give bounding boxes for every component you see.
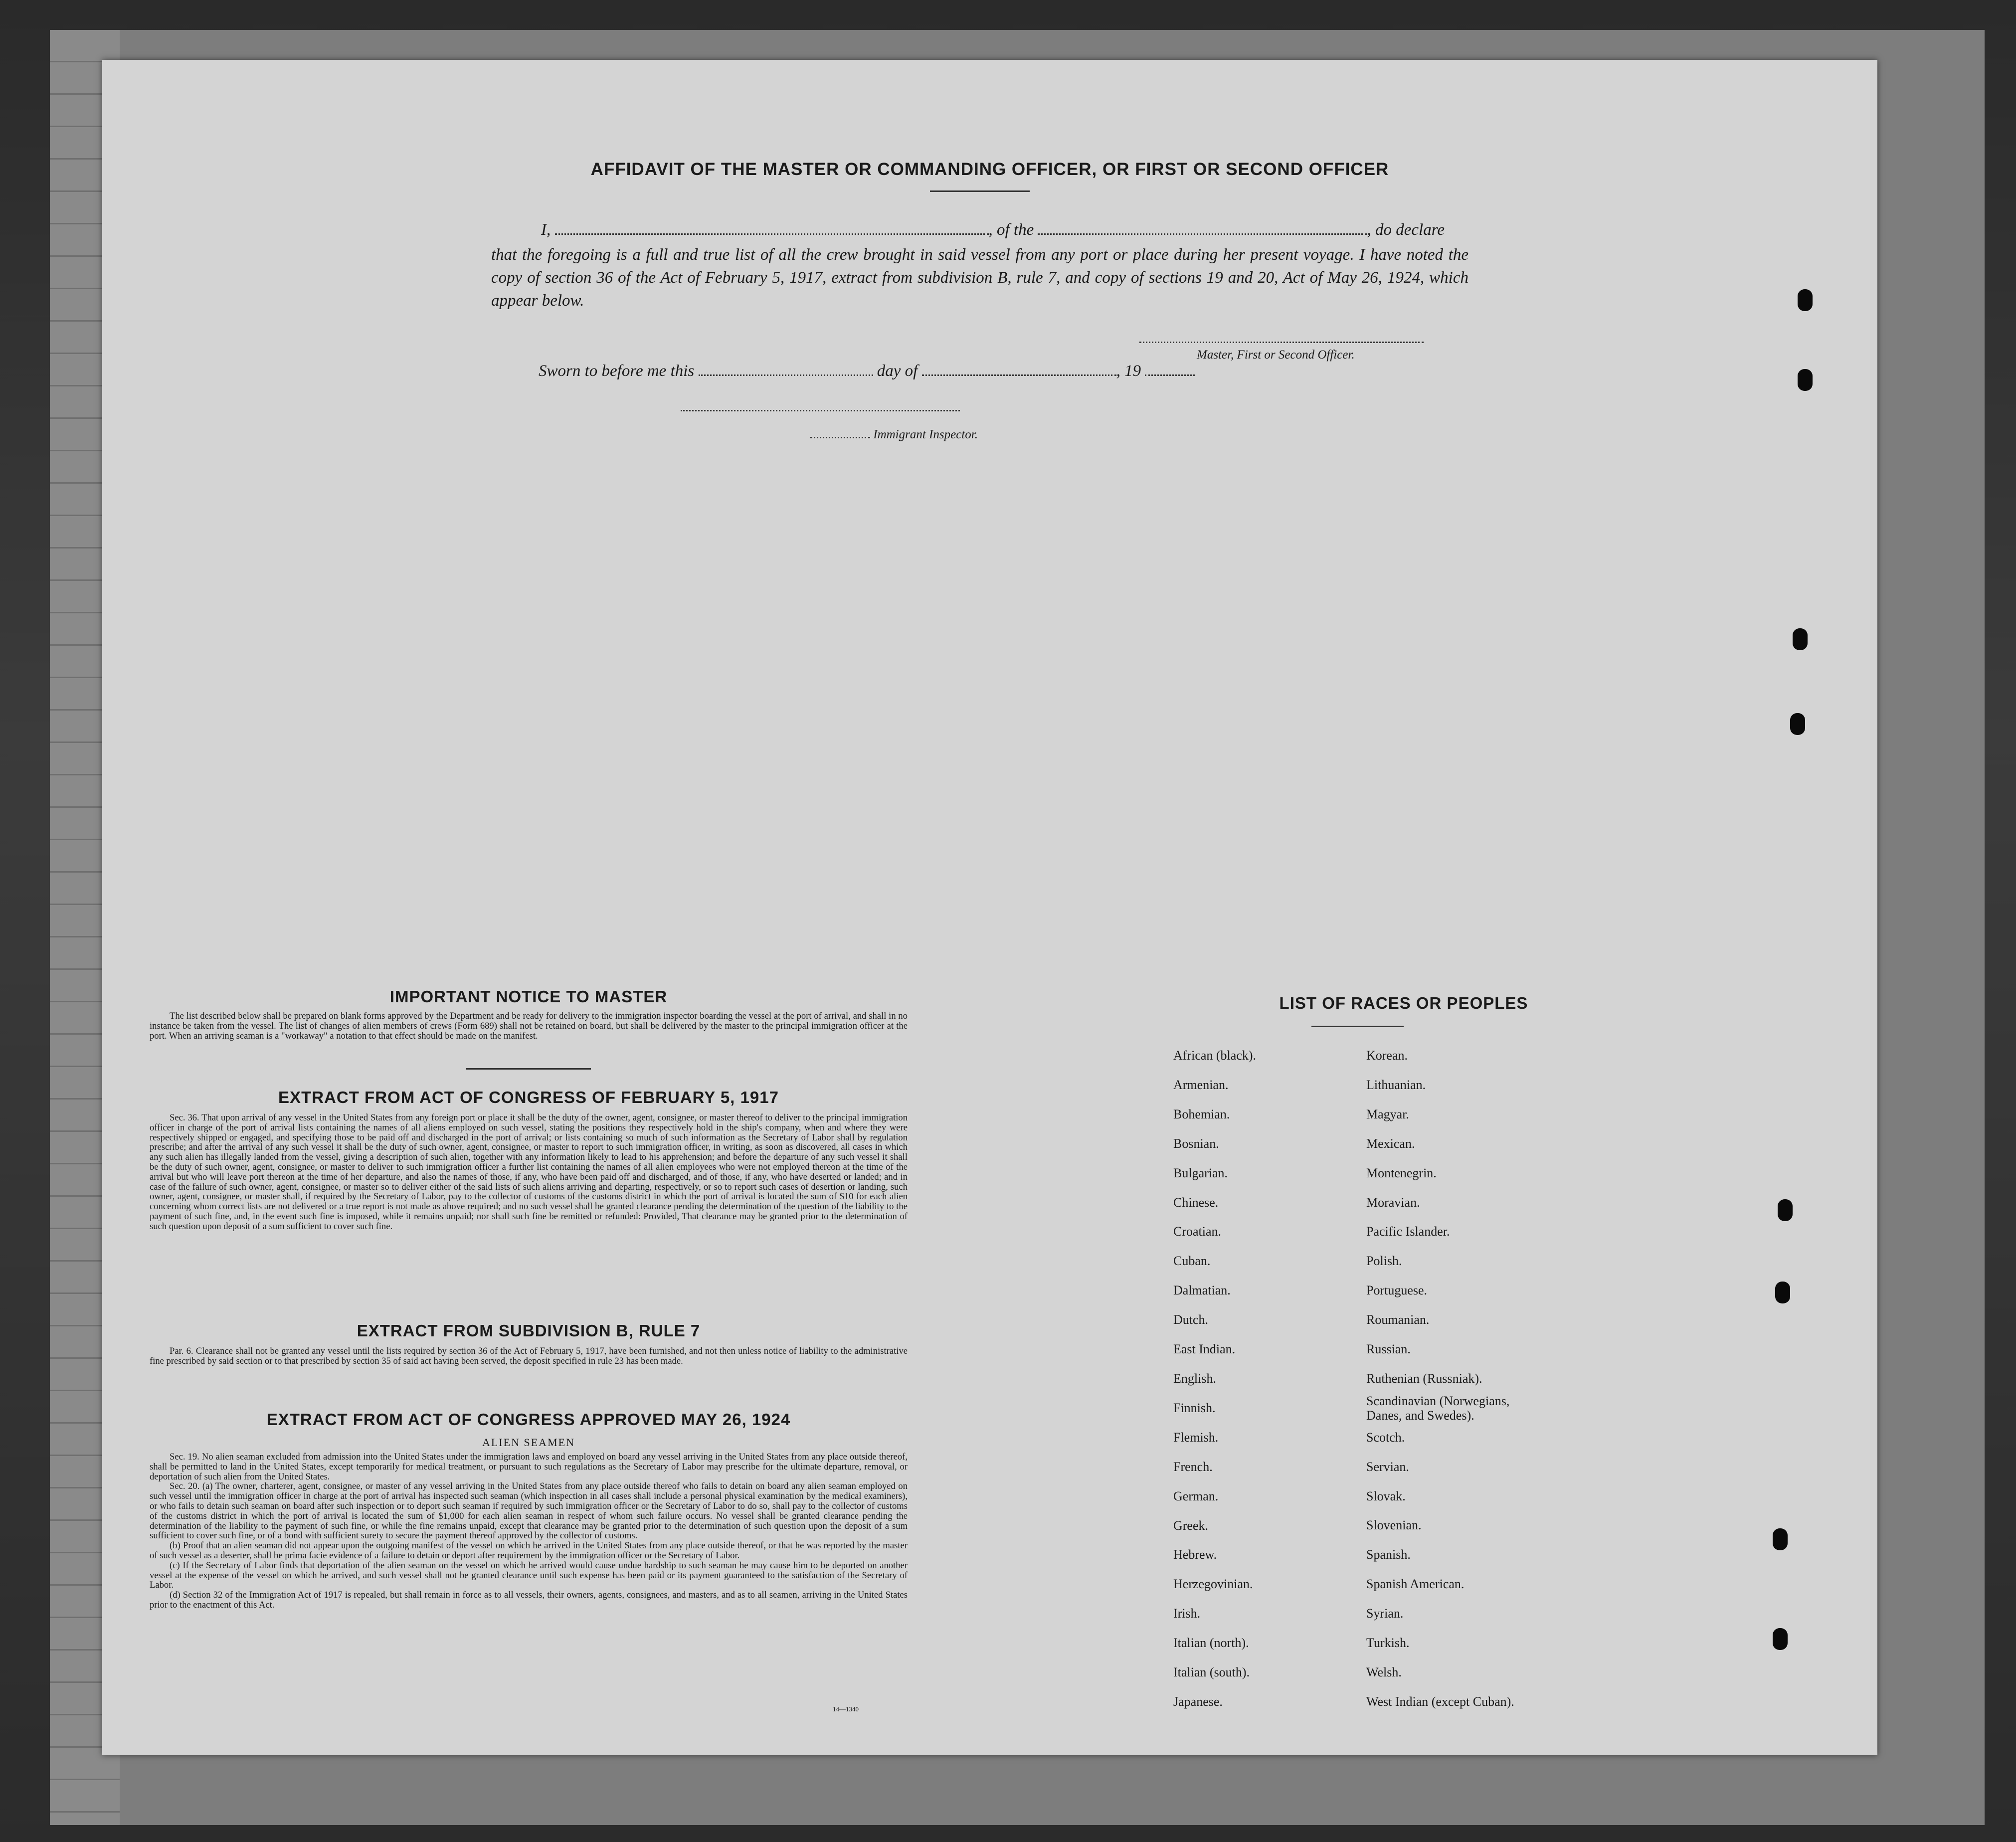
extract-rule7-title: EXTRACT FROM SUBDIVISION B, RULE 7: [357, 1321, 701, 1340]
race-item: Syrian.: [1366, 1606, 1404, 1621]
vessel-blank[interactable]: [1038, 220, 1367, 235]
extract-1924-subtitle: ALIEN SEAMEN: [482, 1436, 575, 1449]
race-item: Croatian.: [1173, 1224, 1222, 1239]
affidavit-do-declare: , do declare: [1367, 221, 1445, 239]
race-item: West Indian (except Cuban).: [1366, 1694, 1514, 1709]
race-item: Irish.: [1173, 1606, 1201, 1621]
races-title: LIST OF RACES OR PEOPLES: [1279, 994, 1528, 1012]
race-item: Polish.: [1366, 1254, 1402, 1269]
punch-hole-icon: [1798, 289, 1813, 311]
inspector-label-text: Immigrant Inspector.: [873, 428, 978, 441]
race-item: Scandinavian (Norwegians, Danes, and Swedes).: [1366, 1393, 1510, 1423]
extract-1917-paragraph: Sec. 36. That upon arrival of any vessel in the United States from any foreign port or place it shall be the duty of the owner, agent, consignee, or master thereof to deliver to the principal immigration officer in charge of the port of arrival lists containing the names of all aliens employed on such vessel, stating the positions they respectively hold in the ship's company, when and where they were respectively shipped or engaged, and specifying those to be paid off and discharged in the port of arrival; or lists containing so much of such information as the Secretary of Labor shall by regulation prescribe; and after the arrival of any such vessel it shall be the duty of such owner, agent, consignee, or master to report to such immigration officer, in writing, as soon as discovered, all cases in which any such alien has illegally landed from the vessel, giving a description of such alien, together with any information likely to lead to his apprehension; and before the departure of any such vessel it shall be the duty of such owner, agent, consignee, or master to deliver to such immigration officer a further list containing the names of all alien employees who were not employed thereon at the time of the arrival but who will leave port thereon at the time of her departure, and also the names of those, if any, who have been paid off and discharged, and of those, if any, who have deserted or landed; and in case of the failure of such owner, agent, consignee, or master so to deliver either of the said lists of such aliens arriving and departing, respectively, or so to report such cases of desertion or landing, such owner, agent, consignee, or master shall, if required by the Secretary of Labor, pay to the collector of customs of the customs district in which the port of arrival is located the sum of $10 for each alien concerning whom correct lists are not delivered or a true report is not made as above required; and no such vessel shall be granted clearance pending the determination of the question of the liability to the payment of such fine, and, in the event such fine is imposed, while it remains unpaid; nor shall such fine be remitted or refunded: Provided, That clearance may be granted prior to the determination of such question upon deposit of a sum sufficient to cover such fine.: [150, 1112, 908, 1232]
race-item: African (black).: [1173, 1048, 1257, 1063]
punch-hole-icon: [1793, 628, 1808, 650]
sworn-year-blank[interactable]: [1145, 362, 1195, 376]
extract-rule7-paragraph: Par. 6. Clearance shall not be granted any vessel until the lists required by section 36 of the Act of February 5, 1917, have been furnished, and not then unless notice of liability to the administrative fine prescribed by said section or to that prescribed by section 35 of said act having been served, the deposit specified in rule 23 has been made.: [150, 1346, 908, 1366]
punch-hole-icon: [1798, 369, 1813, 391]
race-item: Lithuanian.: [1366, 1077, 1426, 1092]
name-blank[interactable]: [555, 220, 989, 235]
sworn-month-blank[interactable]: [922, 362, 1116, 376]
extract-1924-text: [150, 1452, 908, 1610]
race-item: Hebrew.: [1173, 1547, 1217, 1562]
affidavit-i: I,: [541, 221, 551, 239]
race-item: Mexican.: [1366, 1136, 1415, 1151]
extract-1917-title: EXTRACT FROM ACT OF CONGRESS OF FEBRUARY 5, 1917: [278, 1088, 779, 1106]
affidavit-title: AFFIDAVIT OF THE MASTER OR COMMANDING OFFICER, OR FIRST OR SECOND OFFICER: [590, 160, 1389, 179]
race-item: Roumanian.: [1366, 1312, 1430, 1327]
race-item: Japanese.: [1173, 1694, 1223, 1709]
race-item: Bulgarian.: [1173, 1165, 1228, 1180]
race-item: Herzegovinian.: [1173, 1577, 1253, 1592]
race-item: Ruthenian (Russniak).: [1366, 1371, 1482, 1386]
race-item: Cuban.: [1173, 1254, 1211, 1269]
race-item: Turkish.: [1366, 1636, 1410, 1651]
race-item: Spanish.: [1366, 1547, 1411, 1562]
races-column-1: [1173, 1041, 1256, 1717]
race-item: Magyar.: [1366, 1106, 1409, 1121]
race-item: Spanish American.: [1366, 1577, 1465, 1592]
race-item: East Indian.: [1173, 1342, 1236, 1357]
race-item: Finnish.: [1173, 1400, 1216, 1415]
race-item: English.: [1173, 1371, 1216, 1386]
notice-paragraph: The list described below shall be prepared on blank forms approved by the Department and be ready for delivery to the immigration inspector boarding the vessel at the port of arrival, and shall in no instance be taken from the vessel. The list of changes of alien members of crews (Form 689) shall not be retained on board, but shall be delivered by the master to the principal immigration officer at the port. When an arriving seaman is a "workaway" a notation to that effect should be made on the manifest.: [150, 1011, 908, 1041]
form-number: 14—1340: [833, 1705, 859, 1713]
race-item: Portuguese.: [1366, 1283, 1428, 1298]
race-item: Moravian.: [1366, 1195, 1420, 1210]
race-item: Bosnian.: [1173, 1136, 1219, 1151]
extract-1924-paragraph: Sec. 20. (a) The owner, charterer, agent, consignee, or master of any vessel arriving in the United States from any place outside thereof who fails to detain on board any alien seaman employed on such vessel until the immigration officer in charge at the port of arrival has inspected such seaman (which inspection in all cases shall include a personal physical examination by the medical examiners), or who fails to detain such seaman on board after such inspection or to deport such seaman if required by such immigration officer or the Secretary of Labor to do so, shall pay to the collector of customs of the customs district in which the port of arrival is located the sum of $1,000 for each alien seaman in respect of whom such failure occurs. No vessel shall be granted clearance pending the determination of the liability to the payment of such fine, or while the fine remains unpaid, except that clearance may be granted prior to the determination of such question upon the deposit of a sum sufficient to cover such fine, or of a bond with sufficient surety to secure the payment thereof approved by the collector of customs.: [150, 1481, 908, 1541]
divider: [466, 1068, 591, 1070]
race-item: Italian (south).: [1173, 1665, 1250, 1680]
race-item: Russian.: [1366, 1342, 1411, 1357]
extract-1924-paragraph: (c) If the Secretary of Labor finds that deportation of the alien seaman on the vessel on which he arrived would cause undue hardship to such seaman he may cause him to be deported on another vessel at the expense of the vessel on which he arrived, and such vessel shall not be granted clearance until such expense has been paid or its payment guaranteed to the satisfaction of the Secretary of Labor.: [150, 1560, 908, 1591]
extract-1924-title: EXTRACT FROM ACT OF CONGRESS APPROVED MAY 26, 1924: [266, 1410, 791, 1429]
affidavit-of-the: , of the: [988, 221, 1034, 239]
punch-hole-icon: [1773, 1628, 1788, 1650]
extract-1924-paragraph: (d) Section 32 of the Immigration Act of 1917 is repealed, but shall remain in force as to all vessels, their owners, agents, consignees, and masters, and as to all seamen, arriving in the United States prior to the enactment of this Act.: [150, 1590, 908, 1610]
race-item: French.: [1173, 1459, 1213, 1474]
races-column-2: [1366, 1041, 1546, 1717]
race-item: Welsh.: [1366, 1665, 1402, 1680]
punch-hole-icon: [1790, 713, 1805, 735]
extract-1924-paragraph: Sec. 19. No alien seaman excluded from admission into the United States under the immigration laws and employed on board any vessel arriving in the United States from any place outside thereof, shall be permitted to land in the United States, except temporarily for medical treatment, or pursuant to such regulations as the Secretary of Labor may prescribe for the ultimate departure, removal, or deportation of such alien from the United States.: [150, 1452, 908, 1482]
punch-hole-icon: [1773, 1528, 1788, 1550]
race-item: Montenegrin.: [1366, 1165, 1437, 1180]
punch-hole-icon: [1778, 1199, 1793, 1221]
extract-1924-paragraph: (b) Proof that an alien seaman did not appear upon the outgoing manifest of the vessel on which he arrived in the United States from any place outside thereof, or that he was reported by the master of such vessel as a deserter, shall be prima facie evidence of a failure to detain or deport after requirement by the immigration officer or the Secretary of Labor.: [150, 1540, 908, 1561]
sworn-day-blank[interactable]: [699, 362, 873, 376]
affidavit-body: that the foregoing is a full and true list of all the crew brought in said vessel from any port or place during her present voyage. I have noted the copy of section 36 of the Act of February 5, 1917, extract from subdivision B, rule 7, and copy of sections 19 and 20, Act of May 26, 1924, which appear below.: [491, 246, 1468, 310]
race-item: Greek.: [1173, 1518, 1209, 1533]
notice-title: IMPORTANT NOTICE TO MASTER: [389, 987, 668, 1006]
race-item: Bohemian.: [1173, 1106, 1230, 1121]
inspector-dots: [810, 428, 870, 438]
race-item: Dalmatian.: [1173, 1283, 1231, 1298]
inspector-label: [810, 428, 978, 442]
race-item: Armenian.: [1173, 1077, 1229, 1092]
race-item: Slovak.: [1366, 1488, 1406, 1503]
notice-text: [150, 1011, 908, 1041]
sworn-day-of: day of: [877, 362, 918, 380]
race-item: German.: [1173, 1488, 1219, 1503]
sworn-line: [539, 362, 1195, 380]
sworn-label: Sworn to before me this: [539, 362, 695, 380]
signature-label: Master, First or Second Officer.: [1197, 348, 1355, 362]
race-item: Dutch.: [1173, 1312, 1209, 1327]
race-item: Chinese.: [1173, 1195, 1219, 1210]
sworn-year: , 19: [1116, 362, 1141, 380]
affidavit-declaration-line: [541, 220, 1445, 239]
race-item: Scotch.: [1366, 1430, 1405, 1445]
race-item: Servian.: [1366, 1459, 1409, 1474]
race-item: Flemish.: [1173, 1430, 1219, 1445]
race-item: Korean.: [1366, 1048, 1408, 1063]
extract-rule7-text: [150, 1346, 908, 1366]
extract-1917-text: [150, 1113, 908, 1232]
signature-line[interactable]: [1139, 342, 1424, 343]
inspector-signature-line[interactable]: [681, 410, 960, 411]
divider: [1311, 1026, 1404, 1027]
document-page: [102, 60, 1877, 1755]
punch-hole-icon: [1775, 1282, 1790, 1303]
race-item: Italian (north).: [1173, 1636, 1249, 1651]
race-item: Pacific Islander.: [1366, 1224, 1450, 1239]
race-item: Slovenian.: [1366, 1518, 1422, 1533]
divider: [930, 190, 1030, 192]
